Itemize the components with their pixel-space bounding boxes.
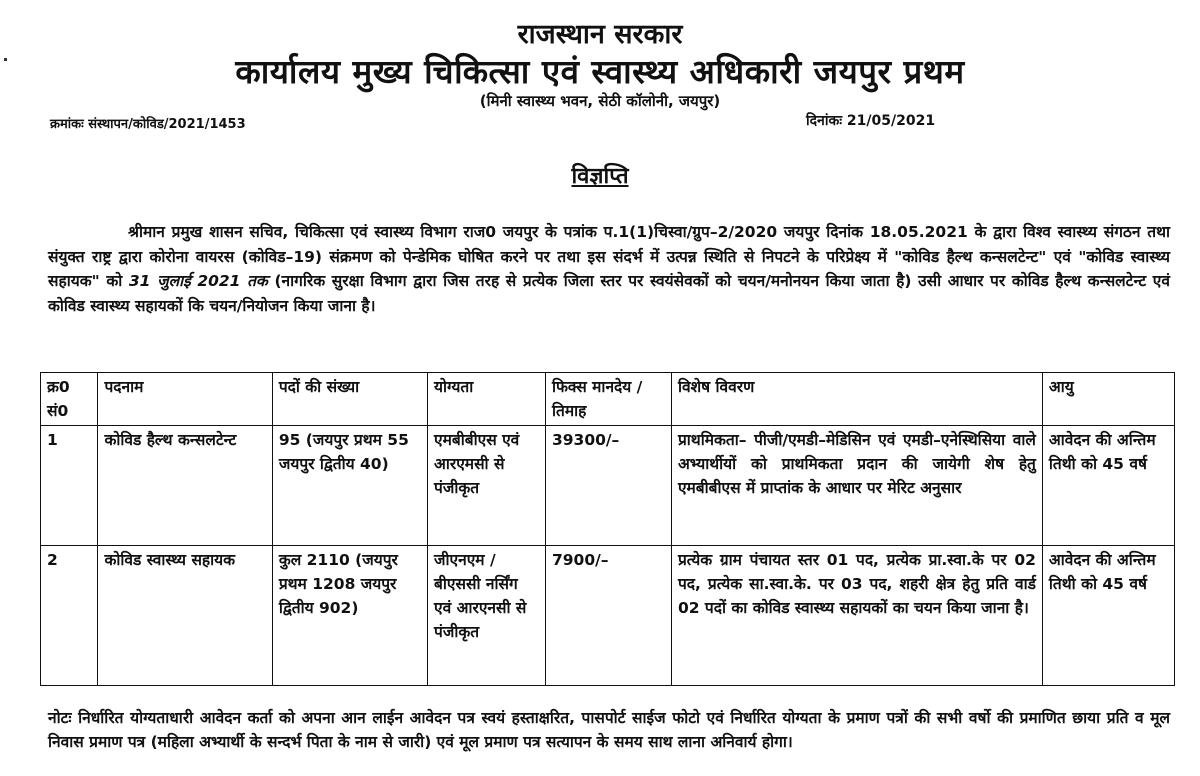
notice-paragraph [48,220,1170,318]
cell-salary: 39300/– [545,426,671,546]
cell-age: आवेदन की अन्तिम तिथी को 45 वर्ष [1042,546,1174,686]
cell-count: 95 (जयपुर प्रथम 55 जयपुर द्वितीय 40) [272,426,427,546]
para-bold-post-2: "कोविड स्वास्थ्य सहायक" [48,247,1170,290]
cell-post: कोविड हैल्थ कन्सलटेन्ट [98,426,272,546]
government-name: राजस्थान सरकार [517,19,683,50]
para-bold-post-1: "कोविड हैल्थ कन्सलटेन्ट" [894,247,1047,266]
header-post: पदनाम [98,373,272,426]
cell-age: आवेदन की अन्तिम तिथी को 45 वर्ष [1042,426,1174,546]
posts-table [40,372,1175,686]
para-deadline: 31 जुलाई 2021 तक [128,272,268,290]
header-salary: फिक्स मानदेय /तिमाह [545,373,671,426]
cell-qualification: जीएनएम /बीएससी नर्सिंग एवं आरएनसी से पंजीकृत [428,546,546,686]
cell-count: कुल 2110 (जयपुर प्रथम 1208 जयपुर द्वितीय 902) [272,546,427,686]
header-serial: क्र0 सं0 [41,373,98,426]
header-count: पदों की संख्या [272,373,427,426]
cell-qualification: एमबीबीएस एवं आरएमसी से पंजीकृत [428,426,546,546]
cell-serial: 2 [41,546,98,686]
cell-details: प्राथमिकता– पीजी/एमडी–मेडिसिन एवं एमडी–एनेस्थिसिया वाले अभ्यार्थीयों को प्राथमिकता प्रदान की जायेगी शेष हेतु एमबीबीएस में प्राप्तांक के आधार पर मेरिट अनुसार [671,426,1042,546]
para-text-1: श्रीमान प्रमुख शासन सचिव, चिकित्सा एवं स्वास्थ्य विभाग राज0 जयपुर के पत्रांक प.1(1)चिस्वा/ग्रुप–2/2020 जयपुर दिनांक 18.05.2021 के द्वारा विश्व स्वास्थ्य संगठन तथा संयुक्त राष्ट्र द्वारा कोरोना वायरस (कोविड–19) संक्रमण को पेन्डेमिक घोषित करने पर तथा इस संदर्भ में उत्पन्न स्थिति से निपटने के परिप्रेक्ष्य में [48,223,1170,266]
para-text-4: (नागरिक सुरक्षा विभाग द्वारा जिस तरह से प्रत्येक जिला स्तर पर स्वयंसेवकों को चयन/मनोनयन किया जाता है) उसी आधार पर कोविड हैल्थ कन्सलटेन्ट एवं कोविड स्वास्थ्य सहायकों कि चयन/नियोजन किया जाना है। [48,272,1170,315]
reference-number: क्रमांकः संस्थापन/कोविड/2021/1453 [50,117,246,132]
cell-post: कोविड स्वास्थ्य सहायक [98,546,272,686]
cell-serial: 1 [41,426,98,546]
table-row [41,426,1175,546]
header-details: विशेष विवरण [671,373,1042,426]
para-text-3: को [99,272,129,290]
para-text-2: एवं [1046,247,1079,266]
notice-title: विज्ञप्ति [571,164,629,189]
notice-date: दिनांकः 21/05/2021 [806,113,936,129]
table-header-row [41,373,1175,426]
cell-salary: 7900/– [545,546,671,686]
cell-details: प्रत्येक ग्राम पंचायत स्तर 01 पद, प्रत्येक प्रा.स्वा.के पर 02 पद, प्रत्येक सा.स्वा.के. पर 03 पद, शहरी क्षेत्र हेतु प्रति वार्ड 02 पदों का कोविड स्वास्थ्य सहायकों का चयन किया जाना है। [671,546,1042,686]
office-name: कार्यालय मुख्य चिकित्सा एवं स्वास्थ्य अधिकारी जयपुर प्रथम [235,52,965,91]
note-text: नोटः निर्धारित योग्यताधारी आवेदन कर्ता को अपना आन लाईन आवेदन पत्र स्वयं हस्ताक्षरित, पासपोर्ट साईज फोटो एवं निर्धारित योग्यता के प्रमाण पत्रों की सभी वर्षो की प्रमाणित छाया प्रति व मूल निवास प्रमाण पत्र (महिला अभ्यार्थी के सन्दर्भ पिता के नाम से जारी) एवं मूल प्रमाण पत्र सत्यापन के समय साथ लाना अनिवार्य होगा। [48,709,1170,751]
header-qualification: योग्यता [428,373,546,426]
header-age: आयु [1042,373,1174,426]
office-address: (मिनी स्वास्थ्य भवन, सेठी कॉलोनी, जयपुर) [479,92,721,110]
table-row [41,546,1175,686]
